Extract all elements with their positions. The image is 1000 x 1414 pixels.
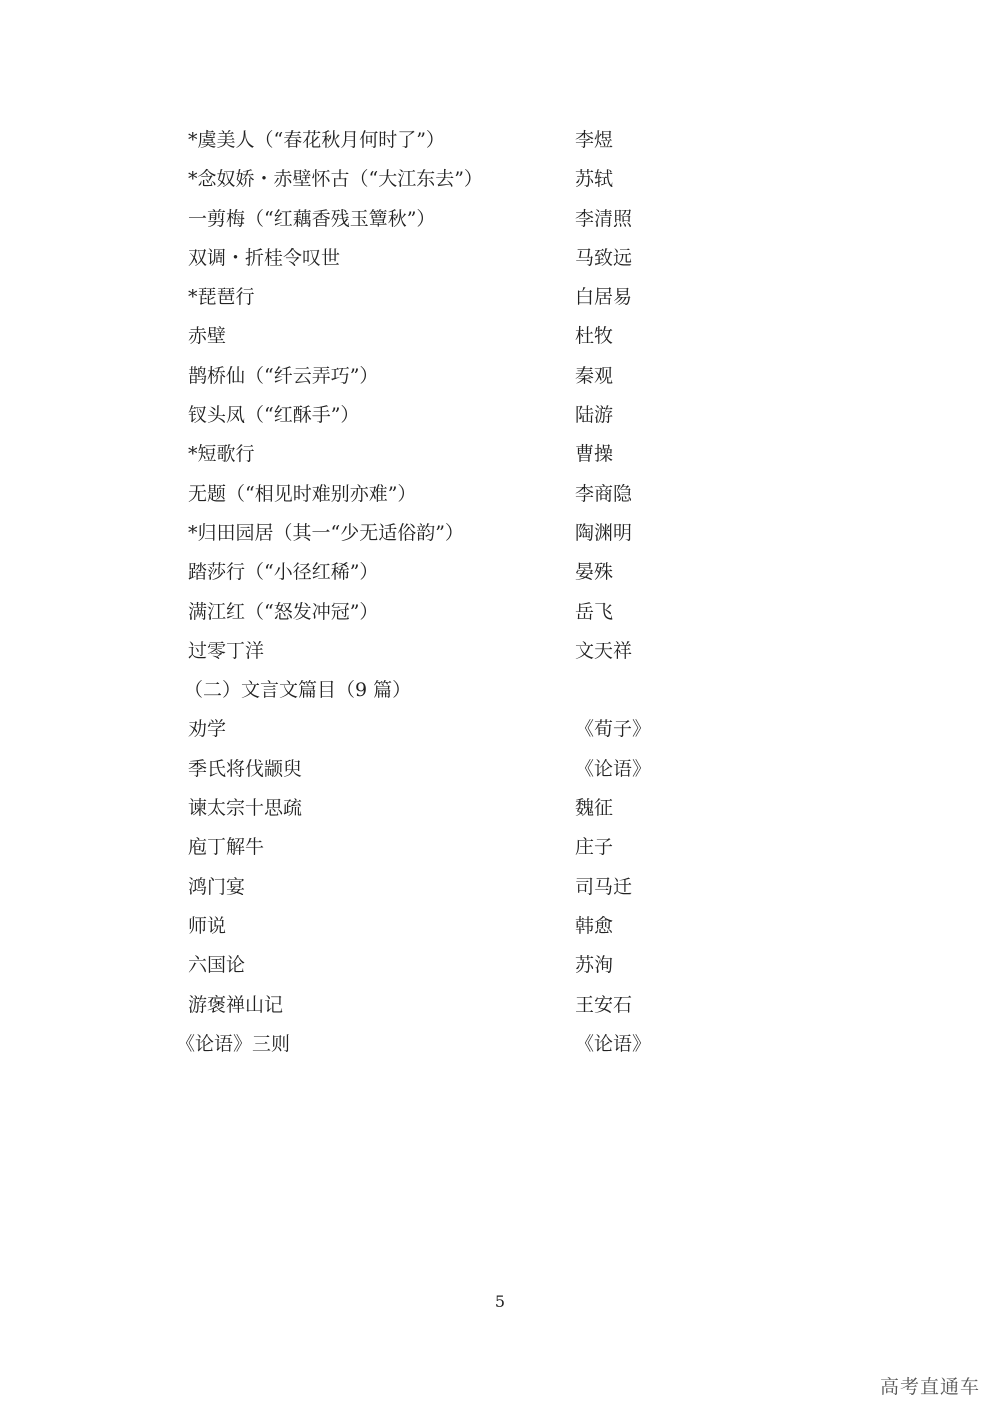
work-title: *琵琶行 [188,286,255,309]
work-title: *虞美人（“春花秋月何时了”） [188,129,445,151]
list-item [0,200,1000,239]
work-author: 李煜 [575,129,614,151]
work-author: 杜牧 [575,325,614,348]
work-author: 《论语》 [575,757,652,780]
list-item [0,1025,1000,1064]
work-author: 陶渊明 [575,521,633,544]
list-item [0,317,1000,356]
list-item [0,828,1000,867]
work-title: 季氏将伐颛臾 [188,757,303,780]
work-title: 《论语》三则 [176,1032,291,1055]
work-author: 韩愈 [575,914,614,937]
work-title: 鹊桥仙（“纤云弄巧”） [188,364,379,387]
work-title: 双调・折桂令叹世 [188,246,341,269]
list-item [0,593,1000,632]
list-item [0,553,1000,592]
work-author: 李商隐 [575,482,633,505]
work-title: 六国论 [188,954,246,977]
work-title: 过零丁洋 [188,639,265,662]
list-item [0,789,1000,828]
work-author: 岳飞 [575,600,614,623]
list-item [0,632,1000,671]
work-author: 文天祥 [575,639,633,662]
section-heading-row [0,671,1000,710]
section-heading: （二）文言文篇目（9 篇） [184,679,412,702]
work-title: 踏莎行（“小径红稀”） [188,561,379,584]
list-item [0,475,1000,514]
work-title: 一剪梅（“红藕香残玉簟秋”） [188,207,436,230]
reading-list [0,121,1000,1064]
work-author: 《论语》 [575,1032,652,1055]
list-item [0,435,1000,474]
work-title: 庖丁解牛 [188,836,265,859]
page-number: 5 [494,1292,506,1311]
work-title: 无题（“相见时难别亦难”） [188,482,417,505]
work-author: 李清照 [575,207,633,230]
work-author: 苏轼 [575,168,614,191]
work-title: 谏太宗十思疏 [188,797,303,820]
list-item [0,121,1000,160]
work-author: 陆游 [575,404,614,427]
list-item [0,357,1000,396]
work-author: 魏征 [575,797,614,820]
work-author: 秦观 [575,364,614,387]
list-item [0,710,1000,749]
work-author: 王安石 [575,993,633,1016]
work-title: 师说 [188,914,227,937]
work-title: *归田园居（其一“少无适俗韵”） [188,521,464,544]
work-title: *短歌行 [188,443,255,466]
list-item [0,514,1000,553]
list-item [0,278,1000,317]
list-item [0,396,1000,435]
work-title: 劝学 [188,718,227,741]
work-author: 曹操 [575,443,614,466]
work-title: 钗头凤（“红酥手”） [188,404,360,427]
list-item [0,160,1000,199]
list-item [0,239,1000,278]
work-title: *念奴娇・赤壁怀古（“大江东去”） [188,168,483,191]
list-item [0,946,1000,985]
list-item [0,868,1000,907]
list-item [0,986,1000,1025]
work-author: 《荀子》 [575,718,652,741]
work-author: 庄子 [575,836,614,859]
work-title: 赤壁 [188,325,227,348]
work-title: 满江红（“怒发冲冠”） [188,600,379,623]
work-title: 鸿门宴 [188,875,246,898]
work-author: 白居易 [575,286,633,309]
work-author: 司马迁 [575,875,633,898]
work-author: 苏洵 [575,954,614,977]
list-item [0,907,1000,946]
list-item [0,750,1000,789]
work-title: 游褒禅山记 [188,993,284,1016]
work-author: 马致远 [575,246,633,269]
work-author: 晏殊 [575,561,614,584]
watermark-text: 高考直通车 [879,1376,980,1398]
